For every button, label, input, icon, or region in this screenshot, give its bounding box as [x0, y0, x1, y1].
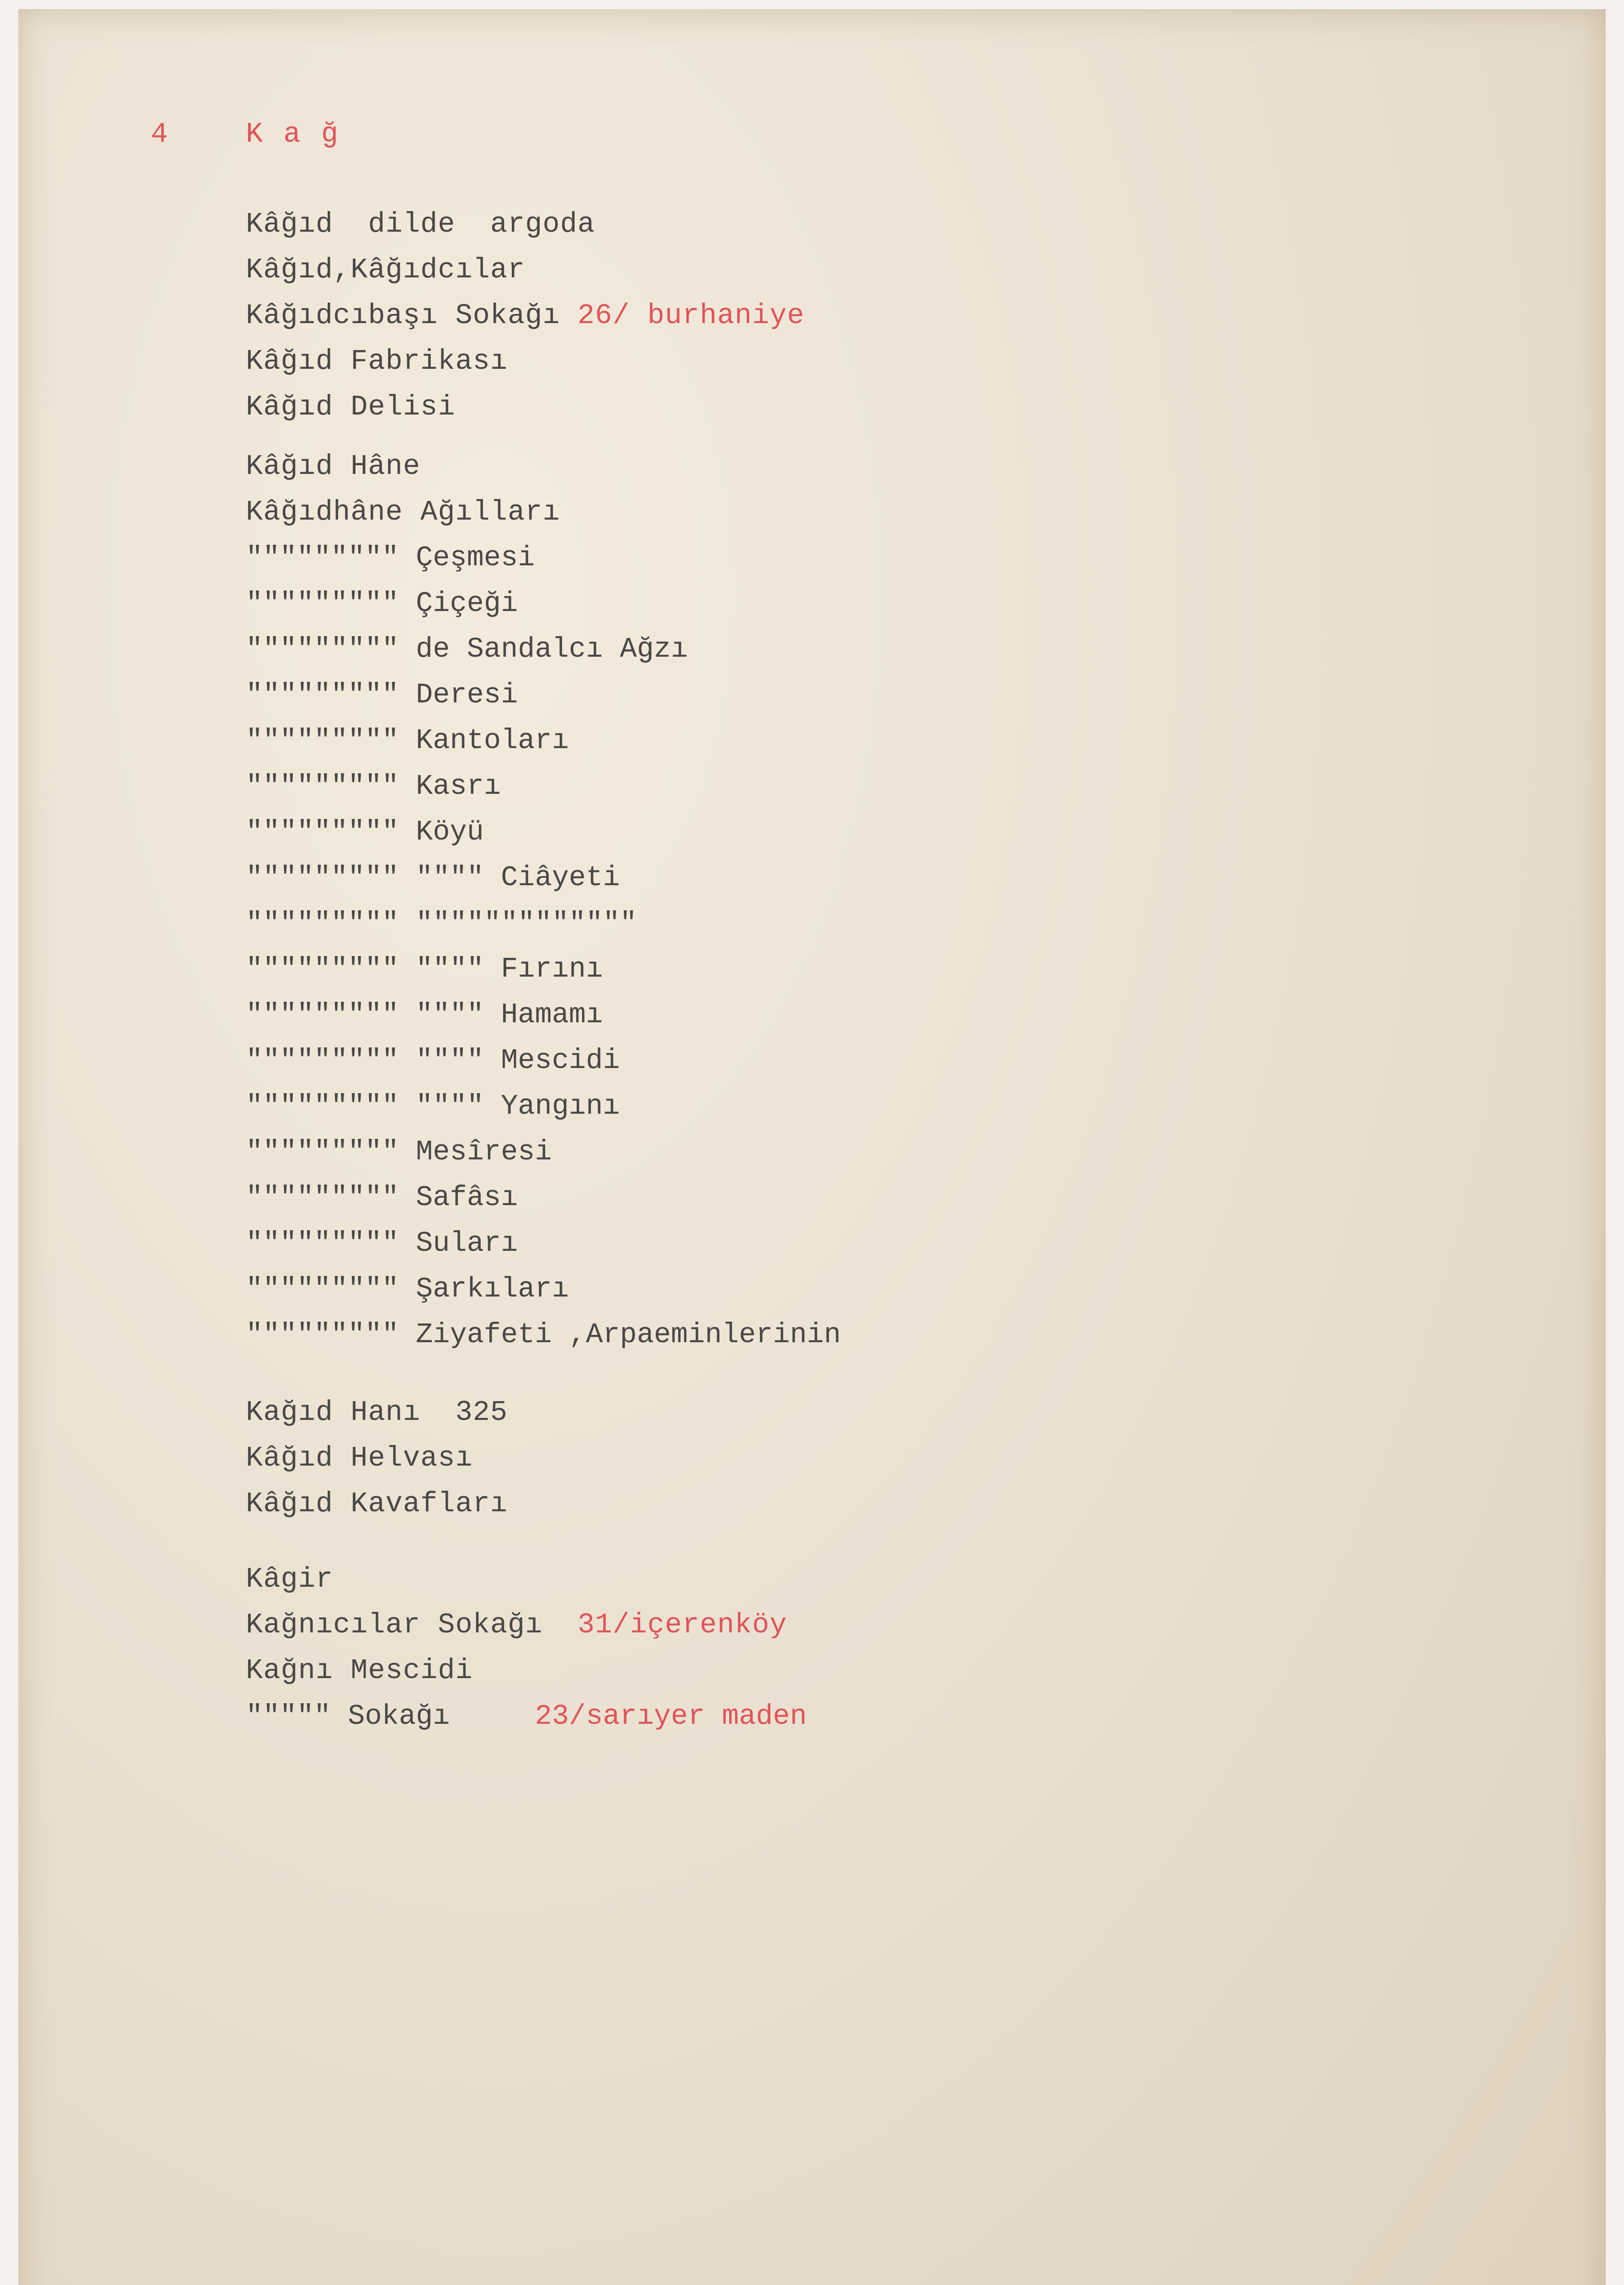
list-item: """"""""" """" Fırını: [246, 953, 603, 985]
location-note: 26/ burhaniye: [577, 299, 805, 332]
list-item: """"" Sokağı 23/sarıyer maden: [246, 1700, 807, 1732]
list-item: """"""""" """"""""""""": [246, 907, 637, 940]
list-item: """"""""" Kantoları: [246, 724, 569, 757]
location-note: 31/içerenköy: [577, 1609, 787, 1641]
list-item: Kâğıd Kavafları: [246, 1488, 508, 1520]
list-item: Kâğıd dilde argoda: [246, 208, 595, 240]
list-item: """"""""" Safâsı: [246, 1181, 518, 1214]
list-item: Kâğıd Fabrikası: [246, 345, 508, 377]
list-item: Kâğıdhâne Ağılları: [246, 496, 560, 528]
list-item: Kağnıcılar Sokağı 31/içerenköy: [246, 1609, 787, 1641]
list-item: Kâğıd Hâne: [246, 450, 421, 483]
list-item: Kağnı Mescidi: [246, 1654, 473, 1687]
list-item: """"""""" de Sandalcı Ağzı: [246, 633, 688, 665]
list-item: """"""""" """" Ciâyeti: [246, 861, 620, 894]
list-item: Kâğıd,Kâğıdcılar: [246, 254, 525, 286]
list-item: Kâğıdcıbaşı Sokağı 26/ burhaniye: [246, 299, 805, 332]
list-item: """"""""" Köyü: [246, 816, 484, 848]
list-item: """"""""" Mesîresi: [246, 1136, 552, 1168]
list-item: Kağıd Hanı 325: [246, 1396, 508, 1429]
list-item: """"""""" Ziyafeti ,Arpaeminlerinin: [246, 1318, 841, 1351]
list-item: """"""""" """" Mescidi: [246, 1044, 620, 1077]
list-item: Kâgir: [246, 1563, 334, 1595]
page-number: 4: [151, 118, 168, 150]
list-item: """"""""" Çeşmesi: [246, 542, 535, 574]
list-item: """"""""" Şarkıları: [246, 1273, 569, 1305]
list-item: """"""""" Çiçeği: [246, 587, 518, 620]
list-item: Kâğıd Helvası: [246, 1442, 473, 1474]
list-item: """"""""" """" Hamamı: [246, 999, 603, 1031]
list-item: Kâğıd Delisi: [246, 391, 456, 423]
section-letters: K a ğ: [246, 118, 340, 150]
list-item: """"""""" Deresi: [246, 679, 518, 711]
list-item: """"""""" Suları: [246, 1227, 518, 1259]
list-item: """"""""" """" Yangını: [246, 1090, 620, 1122]
list-item: """"""""" Kasrı: [246, 770, 501, 802]
location-note: 23/sarıyer maden: [535, 1700, 807, 1732]
